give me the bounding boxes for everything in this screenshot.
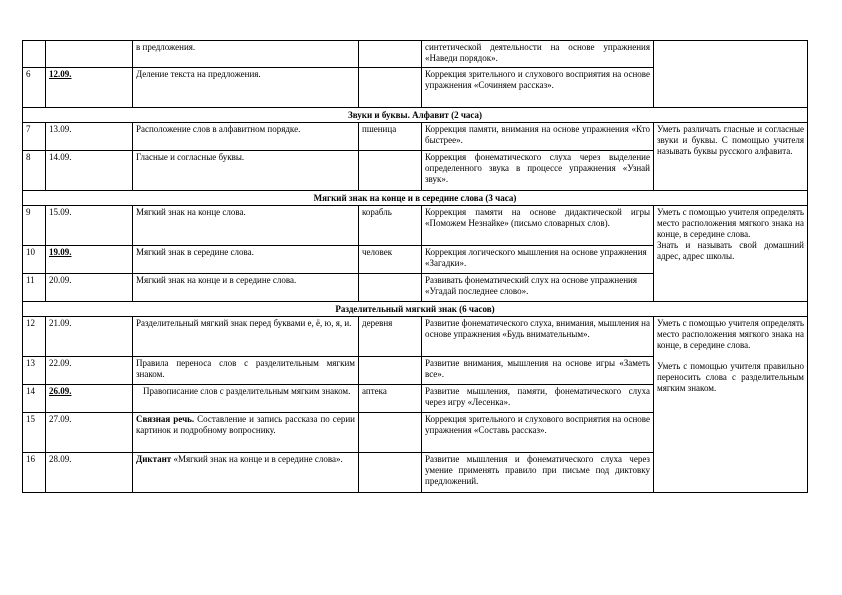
section-title: Звуки и буквы. Алфавит (2 часа) <box>23 108 808 123</box>
correction-work: Развитие мышления и фонематического слуха через умение применять правило при письме под диктовку предложений. <box>422 453 654 493</box>
correction-work: Коррекция логического мышления на основе упражнения «Загадки». <box>422 246 654 274</box>
lesson-date: 15.09. <box>46 206 133 246</box>
lesson-date: 14.09. <box>46 151 133 191</box>
topic-text: Составление и запись рассказа по серии картинок и подробному вопроснику. <box>136 414 356 435</box>
lesson-date: 20.09. <box>46 274 133 302</box>
vocabulary-word: аптека <box>359 385 422 413</box>
correction-work: Коррекция памяти на основе дидактической игры «Поможем Незнайке» (письмо словарных слов). <box>422 206 654 246</box>
lesson-date <box>46 41 133 68</box>
lesson-topic <box>133 453 359 493</box>
topic-text: «Мягкий знак на конце и в середине слова». <box>173 454 343 464</box>
lesson-topic: Правописание слов с разделительным мягким знаком. <box>133 385 359 413</box>
lesson-number: 13 <box>23 357 46 385</box>
learning-results <box>654 41 808 108</box>
lesson-number: 11 <box>23 274 46 302</box>
result-text: Уметь с помощью учителя определять место расположения мягкого знака на конце, в середине слова. <box>657 318 804 350</box>
learning-results <box>654 317 808 493</box>
vocabulary-word: человек <box>359 246 422 274</box>
lesson-date: 22.09. <box>46 357 133 385</box>
lesson-number: 9 <box>23 206 46 246</box>
table-row <box>23 206 808 246</box>
result-text: Уметь с помощью учителя правильно переносить слова с разделительным мягким знаком. <box>657 361 804 393</box>
table-row <box>23 123 808 151</box>
learning-results: Уметь различать гласные и согласные звуки и буквы. С помощью учителя называть буквы русского алфавита. <box>654 123 808 191</box>
lesson-number <box>23 41 46 68</box>
lesson-number: 12 <box>23 317 46 357</box>
section-header <box>23 108 808 123</box>
lesson-topic: Мягкий знак на конце и в середине слова. <box>133 274 359 302</box>
lesson-number: 15 <box>23 413 46 453</box>
lesson-topic <box>133 413 359 453</box>
lesson-number: 8 <box>23 151 46 191</box>
correction-work: Развивать фонематический слух на основе упражнения «Угадай последнее слово». <box>422 274 654 302</box>
learning-results <box>654 206 808 302</box>
lesson-topic: Расположение слов в алфавитном порядке. <box>133 123 359 151</box>
lesson-date: 19.09. <box>46 246 133 274</box>
correction-work: синтетической деятельности на основе упражнения «Наведи порядок». <box>422 41 654 68</box>
lesson-number: 16 <box>23 453 46 493</box>
lesson-topic: Правила переноса слов с разделительным мягким знаком. <box>133 357 359 385</box>
table-row <box>23 317 808 357</box>
lesson-topic: Деление текста на предложения. <box>133 68 359 108</box>
lesson-date: 28.09. <box>46 453 133 493</box>
lesson-number: 10 <box>23 246 46 274</box>
correction-work: Развитие мышления, памяти, фонематического слуха через игру «Лесенка». <box>422 385 654 413</box>
lesson-date: 21.09. <box>46 317 133 357</box>
vocabulary-word <box>359 413 422 453</box>
vocabulary-word <box>359 274 422 302</box>
lesson-topic: Разделительный мягкий знак перед буквами е, ё, ю, я, и. <box>133 317 359 357</box>
section-header <box>23 302 808 317</box>
lesson-number: 14 <box>23 385 46 413</box>
correction-work: Коррекция зрительного и слухового восприятия на основе упражнения «Составь рассказ». <box>422 413 654 453</box>
vocabulary-word <box>359 151 422 191</box>
section-title: Разделительный мягкий знак (6 часов) <box>23 302 808 317</box>
lesson-topic: Гласные и согласные буквы. <box>133 151 359 191</box>
vocabulary-word <box>359 357 422 385</box>
topic-keyword: Связная речь. <box>136 414 195 424</box>
correction-work: Развитие фонематического слуха, внимания, мышления на основе упражнения «Будь внимательным». <box>422 317 654 357</box>
lesson-date: 12.09. <box>46 68 133 108</box>
vocabulary-word: корабль <box>359 206 422 246</box>
vocabulary-word <box>359 41 422 68</box>
correction-work: Коррекция фонематического слуха через выделение определенного звука в процессе упражнения «Узнай звук». <box>422 151 654 191</box>
section-header <box>23 191 808 206</box>
lesson-topic: Мягкий знак на конце слова. <box>133 206 359 246</box>
lesson-topic: в предложения. <box>133 41 359 68</box>
vocabulary-word <box>359 68 422 108</box>
result-text: Уметь с помощью учителя определять место расположения мягкого знака на конце, в середине слова. <box>657 207 804 239</box>
result-text: Знать и называть свой домашний адрес, адрес школы. <box>657 240 804 261</box>
lesson-plan-table <box>22 40 808 493</box>
vocabulary-word: пшеница <box>359 123 422 151</box>
vocabulary-word <box>359 453 422 493</box>
correction-work: Коррекция памяти, внимания на основе упражнения «Кто быстрее». <box>422 123 654 151</box>
correction-work: Развитие внимания, мышления на основе игры «Заметь все». <box>422 357 654 385</box>
lesson-date: 26.09. <box>46 385 133 413</box>
vocabulary-word: деревня <box>359 317 422 357</box>
table-row <box>23 41 808 68</box>
section-title: Мягкий знак на конце и в середине слова (3 часа) <box>23 191 808 206</box>
topic-keyword: Диктант <box>136 454 172 464</box>
lesson-date: 27.09. <box>46 413 133 453</box>
lesson-topic: Мягкий знак в середине слова. <box>133 246 359 274</box>
lesson-number: 6 <box>23 68 46 108</box>
lesson-date: 13.09. <box>46 123 133 151</box>
correction-work: Коррекция зрительного и слухового восприятия на основе упражнения «Сочиняем рассказ». <box>422 68 654 108</box>
lesson-number: 7 <box>23 123 46 151</box>
